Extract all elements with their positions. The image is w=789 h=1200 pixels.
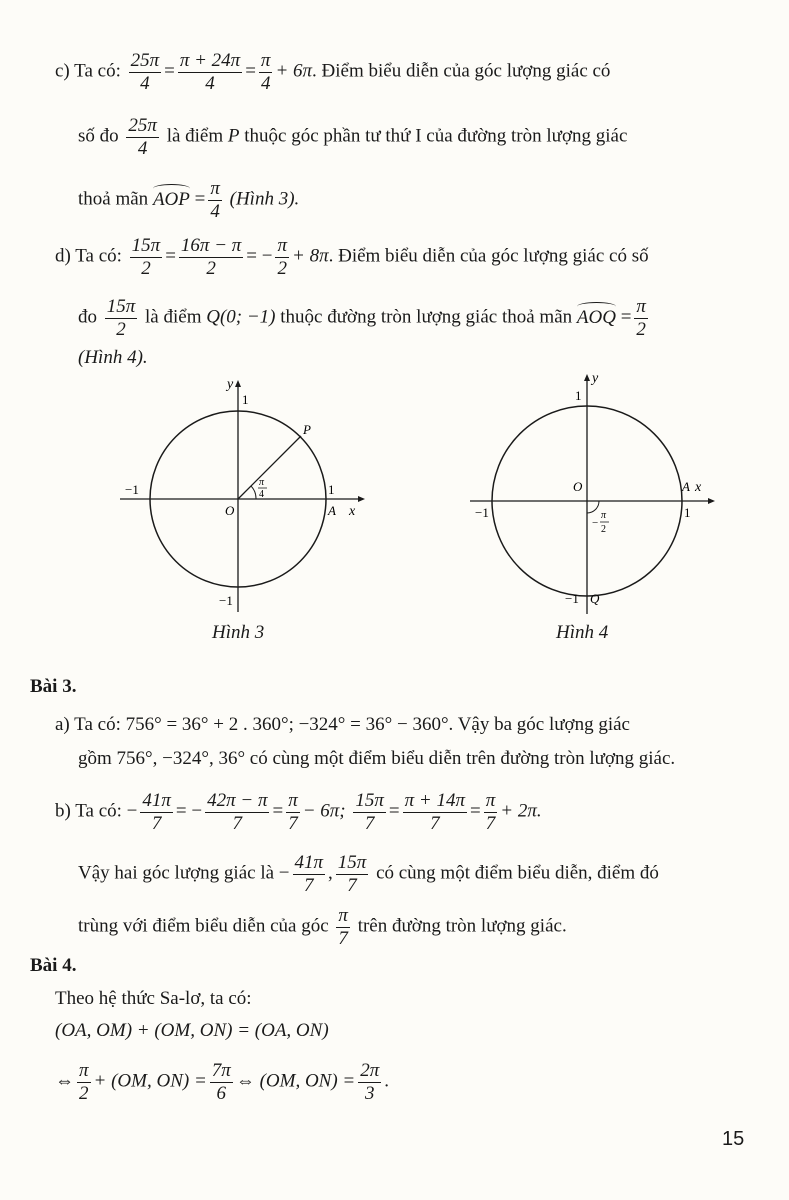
- fraction: $\frac{15\pi}{2}$: [131, 235, 161, 279]
- ray-OP: [238, 436, 301, 499]
- text: .: [384, 1070, 390, 1092]
- x-arrow: [358, 496, 365, 502]
- fraction: $\frac{\pi}{2}$: [79, 1060, 89, 1104]
- fraction: $\frac{16\pi - \pi}{2}$: [180, 235, 242, 279]
- bai-3-title: Bài 3.: [30, 676, 77, 697]
- fraction: $\frac{\pi}{2}$: [636, 296, 646, 340]
- text: − 6π;: [302, 800, 346, 822]
- fraction: $\frac{15\pi}{2}$: [106, 296, 136, 340]
- label-A: A: [328, 503, 336, 518]
- part-c-line1: c) Ta có: $\frac{25\pi}{4}$ = $\frac{\pi + 24\pi}{4}$ = $\frac{\pi}{4}$ + 6π. Điểm biểu diễn của góc lượng giác có: [55, 50, 611, 94]
- fraction: $\frac{\pi + 24\pi}{4}$: [179, 50, 241, 94]
- label-P: P: [303, 422, 311, 437]
- y-arrow: [235, 380, 241, 387]
- eq-tail: + 8π: [292, 245, 329, 267]
- point-label: Q(0; −1): [206, 306, 276, 328]
- text: có cùng một điểm biểu diễn, điểm đó: [376, 862, 659, 884]
- fraction: $\frac{\pi}{7}$: [288, 790, 298, 834]
- y-label: y: [227, 377, 234, 392]
- angle-label-num: π: [601, 510, 607, 521]
- fraction: $\frac{\pi}{4}$: [260, 50, 271, 94]
- y-label: y: [592, 371, 599, 386]
- figure-3-diagram: [115, 372, 375, 620]
- angle-mark: [251, 486, 256, 499]
- bai-3-a-line1: a) Ta có: 756° = 36° + 2 . 360°; −324° = 36° − 360°. Vậy ba góc lượng giác: [55, 714, 630, 735]
- text: số đo: [78, 125, 119, 147]
- text: + 2π.: [500, 800, 542, 822]
- text: ⇔: [55, 1070, 74, 1092]
- text: trên đường tròn lượng giác.: [357, 915, 567, 937]
- part-c-line2: [78, 115, 627, 160]
- angle-arc: AOQ: [576, 306, 616, 328]
- label-O: O: [573, 479, 583, 494]
- label-1-right: 1: [684, 505, 691, 520]
- text: Vậy hai góc lượng giác là: [78, 862, 275, 884]
- bai-3-b-line1: b) Ta có: − $\frac{41\pi}{7}$ = − $\frac{42\pi - \pi}{7}$ = $\frac{\pi}{7}$ − 6π; $\frac{15\pi}{7}$ = $\frac{\pi + 14\pi}{7}$ = $\frac{\pi}{7}$ + 2π.: [55, 790, 542, 834]
- fraction: $\frac{41\pi}{7}$: [294, 852, 324, 896]
- text: thuộc đường tròn lượng giác thoả mãn: [280, 306, 573, 328]
- angle-label-sign: −: [592, 517, 599, 529]
- label-neg1-left: −1: [125, 482, 139, 497]
- text: b) Ta có:: [55, 800, 122, 822]
- fraction: $\frac{15\pi}{7}$: [337, 852, 367, 896]
- label-neg1-left: −1: [475, 505, 489, 520]
- fraction: $\frac{\pi}{7}$: [338, 905, 348, 949]
- fraction: $\frac{\pi}{4}$: [210, 178, 220, 222]
- eq-tail: + 6π: [275, 60, 313, 82]
- text: là điểm: [145, 306, 202, 328]
- fraction: $\frac{\pi + 14\pi}{7}$: [404, 790, 465, 834]
- text: thoả mãn: [78, 188, 149, 210]
- angle-label-num: π: [259, 477, 265, 488]
- part-c-prefix: c) Ta có:: [55, 60, 121, 82]
- text: . Điểm biểu diễn của góc lượng giác có: [312, 60, 611, 82]
- x-arrow: [708, 498, 715, 504]
- angle-arc: AOP: [152, 188, 190, 210]
- part-d-line1: d) Ta có: $\frac{15\pi}{2}$ = $\frac{16\pi - \pi}{2}$ = − $\frac{\pi}{2}$ + 8π. Điểm biểu diễn của góc lượng giác có số: [55, 235, 649, 279]
- label-neg1-bottom: −1: [565, 591, 579, 606]
- text: . Điểm biểu diễn của góc lượng giác có số: [328, 245, 649, 267]
- fraction: $\frac{15\pi}{7}$: [355, 790, 384, 834]
- text: ⇔ (OM, ON) =: [235, 1070, 356, 1092]
- text: thuộc góc phần tư thứ I của đường tròn lượng giác: [244, 125, 628, 147]
- fraction: $\frac{25\pi}{4}$: [130, 50, 160, 94]
- fraction: $\frac{\pi}{7}$: [485, 790, 496, 834]
- text: là điểm: [166, 125, 224, 147]
- label-O: O: [225, 503, 235, 518]
- part-c-line3: thoả mãn AOP = $\frac{\pi}{4}$ (Hình 3).: [78, 178, 300, 222]
- page-number: 15: [722, 1128, 745, 1150]
- label-neg1-bottom: −1: [219, 593, 233, 608]
- fraction: $\frac{41\pi}{7}$: [142, 790, 171, 834]
- fraction: $\frac{25\pi}{4}$: [128, 115, 157, 159]
- x-label: x: [349, 504, 356, 519]
- label-Q: Q: [590, 591, 600, 606]
- text: trùng với điểm biểu diễn của góc: [78, 915, 329, 937]
- label-1-top: 1: [575, 388, 582, 403]
- angle-label-den: 4: [259, 489, 264, 500]
- bai-3-b-line3: [78, 905, 567, 950]
- bai-4-line1: Theo hệ thức Sa-lơ, ta có:: [55, 988, 252, 1009]
- point-label: P: [227, 125, 240, 147]
- fraction: $\frac{\pi}{2}$: [277, 235, 287, 279]
- label-1-right: 1: [328, 482, 335, 497]
- figure-4-caption: Hình 4: [556, 622, 609, 643]
- x-label: x: [695, 480, 702, 495]
- label-A: A: [682, 479, 690, 494]
- part-d-line2: đo $\frac{15\pi}{2}$ là điểm Q(0; −1) thuộc đường tròn lượng giác thoả mãn AOQ = $\frac{\pi}{2}$: [78, 296, 646, 340]
- figure-3-caption: Hình 3: [212, 622, 265, 643]
- bai-3-b-line2: Vậy hai góc lượng giác là − $\frac{41\pi}{7}$ , $\frac{15\pi}{7}$ có cùng một điểm biểu diễn, điểm đó: [78, 852, 659, 896]
- figure-ref: (Hình 3).: [229, 188, 300, 210]
- y-arrow: [584, 374, 590, 381]
- fraction: $\frac{42\pi - \pi}{7}$: [207, 790, 268, 834]
- figure-4-diagram: [465, 366, 725, 620]
- bai-3-a-line2: gồm 756°, −324°, 36° có cùng một điểm biểu diễn trên đường tròn lượng giác.: [78, 748, 676, 769]
- part-d-prefix: d) Ta có:: [55, 245, 122, 267]
- angle-mark: [587, 501, 599, 513]
- bai-4-title: Bài 4.: [30, 955, 77, 976]
- text: đo: [78, 306, 97, 328]
- bai-4-line3: [55, 1060, 389, 1105]
- part-d-line3: (Hình 4).: [78, 347, 148, 368]
- label-1-top: 1: [242, 392, 249, 407]
- fraction: $\frac{2\pi}{3}$: [360, 1060, 380, 1104]
- bai-4-line2: (OA, OM) + (OM, ON) = (OA, ON): [55, 1020, 329, 1041]
- angle-label-den: 2: [601, 524, 606, 535]
- text: + (OM, ON) =: [93, 1070, 207, 1092]
- fraction: $\frac{7\pi}{6}$: [211, 1060, 231, 1104]
